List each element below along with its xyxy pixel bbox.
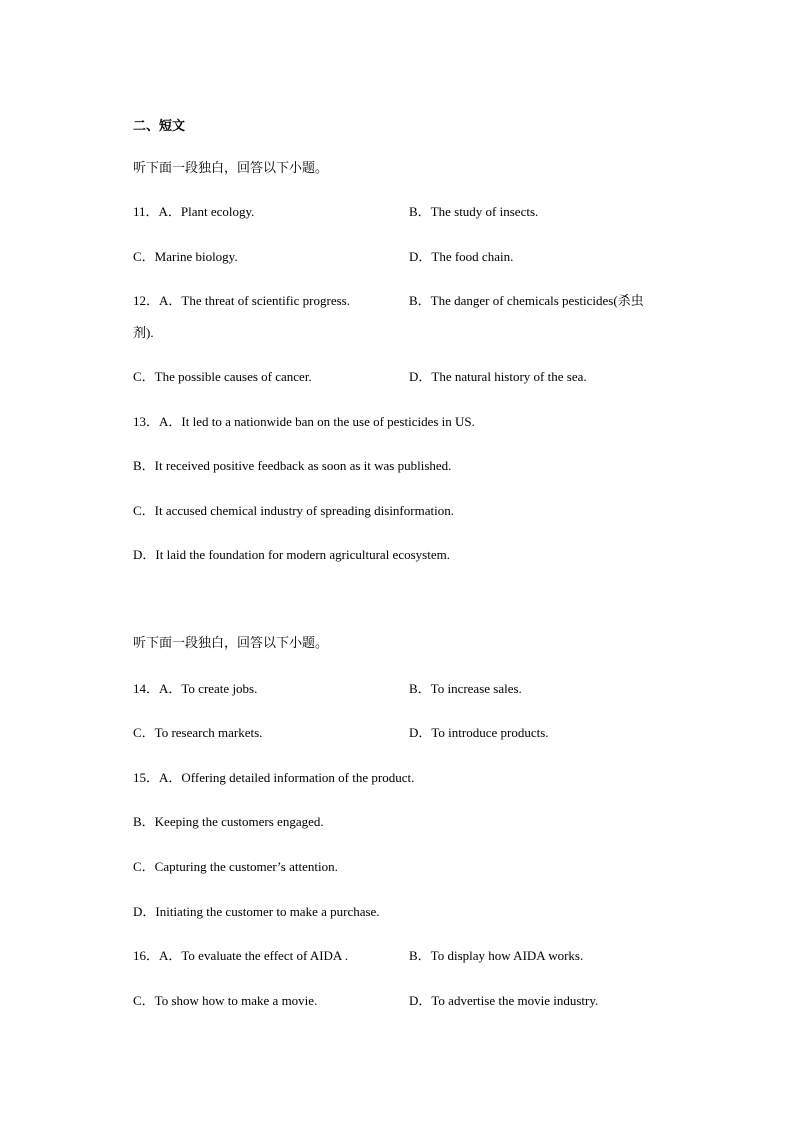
q15-option-c: C．Capturing the customer’s attention. — [133, 859, 338, 874]
q11-option-b: B．The study of insects. — [409, 204, 539, 219]
instruction-group-1: 听下面一段独白，回答以下小题。 — [133, 161, 329, 176]
q12-option-c: C．The possible causes of cancer. — [133, 369, 312, 384]
q14-option-b: B．To increase sales. — [409, 681, 522, 696]
q12-option-b: B．The danger of chemicals pesticides(杀虫 — [409, 293, 644, 308]
q11-option-c: C．Marine biology. — [133, 249, 238, 264]
q12-option-b-continued: 剂). — [133, 325, 154, 340]
q12-option-a: 12．A．The threat of scientific progress. — [133, 293, 350, 308]
q14-option-a: 14．A．To create jobs. — [133, 681, 258, 696]
q13-option-a: 13．A．It led to a nationwide ban on the use of pesticides in US. — [133, 414, 475, 429]
q15-option-a: 15．A．Offering detailed information of the product. — [133, 770, 415, 785]
q16-option-b: B．To display how AIDA works. — [409, 948, 584, 963]
q15-option-d: D．Initiating the customer to make a purchase. — [133, 904, 380, 919]
section-title: 二、短文 — [133, 119, 186, 134]
q13-option-d: D．It laid the foundation for modern agricultural ecosystem. — [133, 547, 450, 562]
q13-option-c: C．It accused chemical industry of spreading disinformation. — [133, 503, 454, 518]
q11-option-d: D．The food chain. — [409, 249, 514, 264]
q11-option-a: 11．A．Plant ecology. — [133, 204, 255, 219]
q15-option-b: B．Keeping the customers engaged. — [133, 814, 324, 829]
q16-option-d: D．To advertise the movie industry. — [409, 993, 599, 1008]
q14-option-c: C．To research markets. — [133, 725, 263, 740]
q12-option-d: D．The natural history of the sea. — [409, 369, 587, 384]
q13-option-b: B．It received positive feedback as soon as it was published. — [133, 458, 452, 473]
q16-option-c: C．To show how to make a movie. — [133, 993, 318, 1008]
instruction-group-2: 听下面一段独白，回答以下小题。 — [133, 636, 329, 651]
q14-option-d: D．To introduce products. — [409, 725, 549, 740]
q16-option-a: 16．A．To evaluate the effect of AIDA . — [133, 948, 349, 963]
